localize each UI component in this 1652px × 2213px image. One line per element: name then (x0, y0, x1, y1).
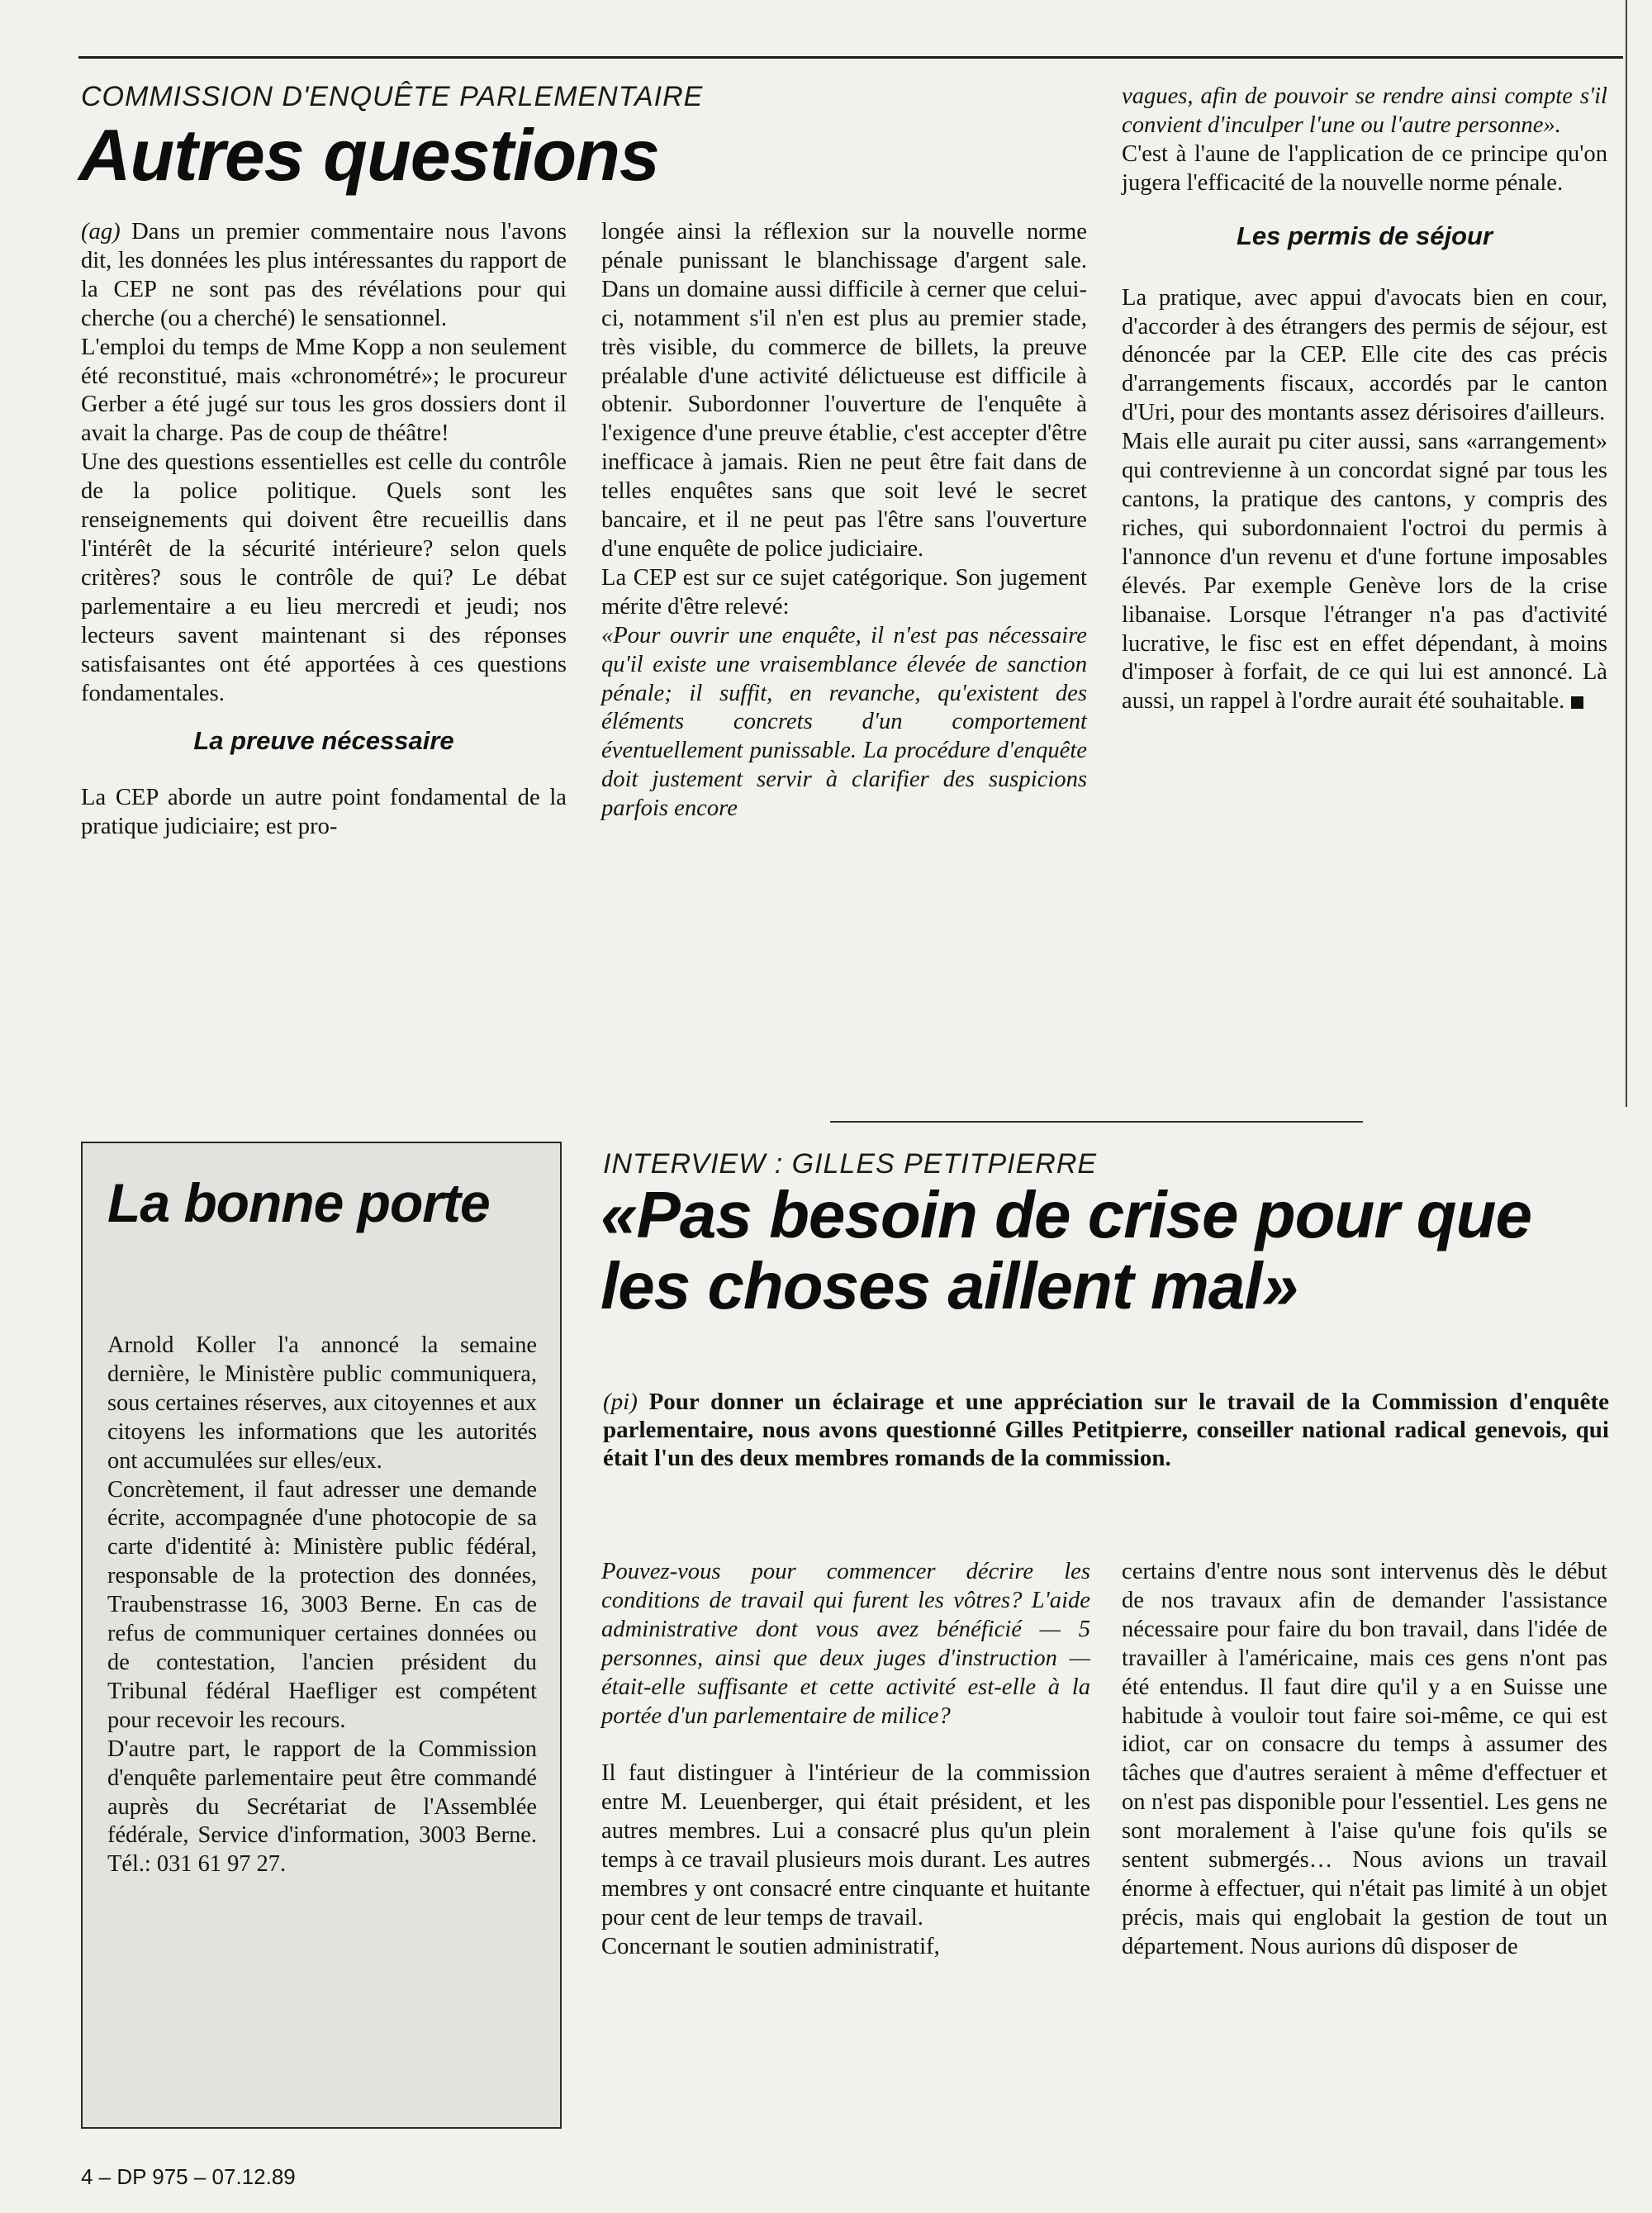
article-paragraph: La CEP est sur ce sujet catégorique. Son jugement mérite d'être relevé: (601, 564, 1087, 620)
author-initials: (ag) (81, 219, 121, 245)
quotation-end: vagues, afin de pouvoir se rendre ainsi compte s'il convient d'inculper l'une ou l'autre personne». (1122, 83, 1607, 138)
sidebar-text (107, 1332, 537, 1879)
page-edge-rule (1626, 0, 1627, 1107)
sidebar-paragraph: D'autre part, le rapport de la Commission d'enquête parlementaire peut être commandé auprès du Secrétariat de l'Assemblée fédérale, Service d'information, 3003 Berne. Tél.: 031 61 97 27. (107, 1736, 537, 1878)
article-title: Autres questions (78, 114, 659, 196)
sidebar-paragraph: Arnold Koller l'a annoncé la semaine dernière, le Ministère public communiquera, sous certaines réserves, aux citoyennes et aux citoyens les informations que les autorités ont accumulées sur elles/eux. (107, 1332, 537, 1474)
sidebar-box (81, 1142, 562, 2129)
article-paragraph: Mais elle aurait pu citer aussi, sans «arrangement» qui contrevienne à un concordat signé par tous les cantons, la pratique des cantons, y compris des riches, qui subordonnaient l'octroi du permis à l'annonce d'un revenu et d'une fortune imposables élevés. Par exemple Genève lors de la crise libanaise. Lorsque l'étranger n'a pas d'activité lucrative, le fisc est en effet dépendant, à moins d'imposer à forfait, de ce qui lui est annoncé. Là aussi, un rappel à l'ordre aurait été souhaitable. (1122, 429, 1607, 715)
article-column-1 (81, 218, 567, 842)
article-paragraph: (ag) Dans un premier commentaire nous l'avons dit, les données les plus intéressantes du rapport de la CEP ne sont pas des révélations pour qui cherche (ou a cherché) le sensationnel. (81, 219, 567, 331)
end-of-article-mark (1571, 696, 1583, 709)
page-footer: 4 – DP 975 – 07.12.89 (81, 2164, 296, 2189)
article-paragraph: L'emploi du temps de Mme Kopp a non seulement été reconstitué, mais «chronométré»; le procureur Gerber a été jugé sur tous les gros dossiers dont il avait la charge. Pas de coup de théâtre! (81, 334, 567, 447)
article-kicker: COMMISSION D'ENQUÊTE PARLEMENTAIRE (81, 81, 704, 112)
sidebar-title: La bonne porte (107, 1172, 490, 1233)
article-paragraph: longée ainsi la réflexion sur la nouvelle norme pénale punissant le blanchissage d'argent sale. Dans un domaine aussi difficile à cerner que celui-ci, notamment s'il n'en est plus au premier stade, très visible, du commerce de billets, la preuve préalable d'une activité délictueuse est difficile à obtenir. Subordonner l'ouverture de l'enquête à l'exigence d'une preuve établie, c'est accepter d'être inefficace à jamais. Rien ne peut être fait dans de telles enquêtes sans que soit levé le secret bancaire, et il ne peut pas l'être sans l'ouverture d'une enquête de police judiciaire. (601, 219, 1087, 562)
interview-question: Pouvez-vous pour commencer décrire les conditions de travail qui furent les vôtres? L'aide administrative dont vous avez bénéficié — 5 personnes, ainsi que deux juges d'instruction — était-elle suffisante et cette activité est-elle à la portée d'un parlementaire de milice? (601, 1559, 1090, 1729)
interview-column-1 (601, 1558, 1090, 1962)
interview-answer: certains d'entre nous sont intervenus dès le début de nos travaux afin de demander l'assistance nécessaire pour faire du bon travail, dans l'idée de travailler à l'américaine, mais ces gens n'ont pas été entendus. Il faut dire qu'il y a en Suisse une habitude à vouloir tout faire soi-même, ce qui est idiot, car on consacre du temps à assumer des tâches que d'autres seraient à même d'effectuer et on n'est pas disponible pour l'essentiel. Les gens ne sont moralement à l'aise qu'une fois qu'ils se sentent submergés… Nous avions un travail énorme à effectuer, qui n'était pas limité à un objet précis, mais qui englobait la gestion de tout un département. Nous aurions dû disposer de (1122, 1559, 1607, 1959)
subheading: Les permis de séjour (1236, 221, 1493, 250)
subheading: La preuve nécessaire (193, 726, 454, 756)
interview-kicker: INTERVIEW : GILLES PETITPIERRE (603, 1148, 1098, 1180)
article-paragraph: Une des questions essentielles est celle du contrôle de la police politique. Quels sont les renseignements qui doivent être recueillis dans l'intérêt de la sécurité intérieure? selon quels critères? sous le contrôle de qui? Le débat parlementaire a eu lieu mercredi et jeudi; nos lecteurs savent maintenant si des réponses satisfaisantes ont été apportées à ces questions fondamentales. (81, 449, 567, 706)
interview-answer: Concernant le soutien administratif, (601, 1933, 940, 1959)
author-initials: (pi) (603, 1389, 638, 1415)
article-paragraph: La pratique, avec appui d'avocats bien en cour, d'accorder à des étrangers des permis de séjour, est dénoncée par la CEP. Elle cite des cas précis d'arrangements fiscaux, accordés par le canton d'Uri, pour des montants assez dérisoires d'ailleurs. (1122, 284, 1607, 426)
article-paragraph: C'est à l'aune de l'application de ce principe qu'on jugera l'efficacité de la nouvelle norme pénale. (1122, 140, 1607, 196)
interview-answer: Il faut distinguer à l'intérieur de la commission entre M. Leuenberger, qui était président, et les autres membres. Lui a consacré plus qu'un plein temps à ce travail plusieurs mois durant. Les autres membres y ont consacré entre cinquante et huitante pour cent de leur temps de travail. (601, 1760, 1090, 1930)
interview-title: «Pas besoin de crise pour que les choses aillent mal» (601, 1178, 1531, 1323)
article-column-2 (601, 218, 1087, 824)
top-rule (78, 56, 1623, 59)
sidebar-paragraph: Concrètement, il faut adresser une demande écrite, accompagnée d'une photocopie de sa carte d'identité à: Ministère public fédéral, responsable de la protection des données, Traubenstrasse 16, 3003 Berne. En cas de refus de communiquer certaines données ou de contestation, l'ancien président du Tribunal fédéral Haefliger est compétent pour recevoir les recours. (107, 1476, 537, 1733)
quotation: «Pour ouvrir une enquête, il n'est pas nécessaire qu'il existe une vraisemblance élevée de sanction pénale; il suffit, en revanche, qu'existent des éléments concrets d'un comportement éventuellement punissable. La procédure d'enquête doit justement servir à clarifier des suspicions parfois encore (601, 622, 1087, 822)
interview-column-2 (1122, 1558, 1607, 1962)
article-paragraph: La CEP aborde un autre point fondamental de la pratique judiciaire; est pro- (81, 785, 567, 840)
article-column-3 (1122, 83, 1607, 716)
section-divider (830, 1121, 1363, 1123)
interview-lead: (pi) Pour donner un éclairage et une appréciation sur le travail de la Commission d'enquête parlementaire, nous avons questionné Gilles Petitpierre, conseiller national radical genevois, qui était l'un des deux membres romands de la commission. (603, 1389, 1609, 1471)
